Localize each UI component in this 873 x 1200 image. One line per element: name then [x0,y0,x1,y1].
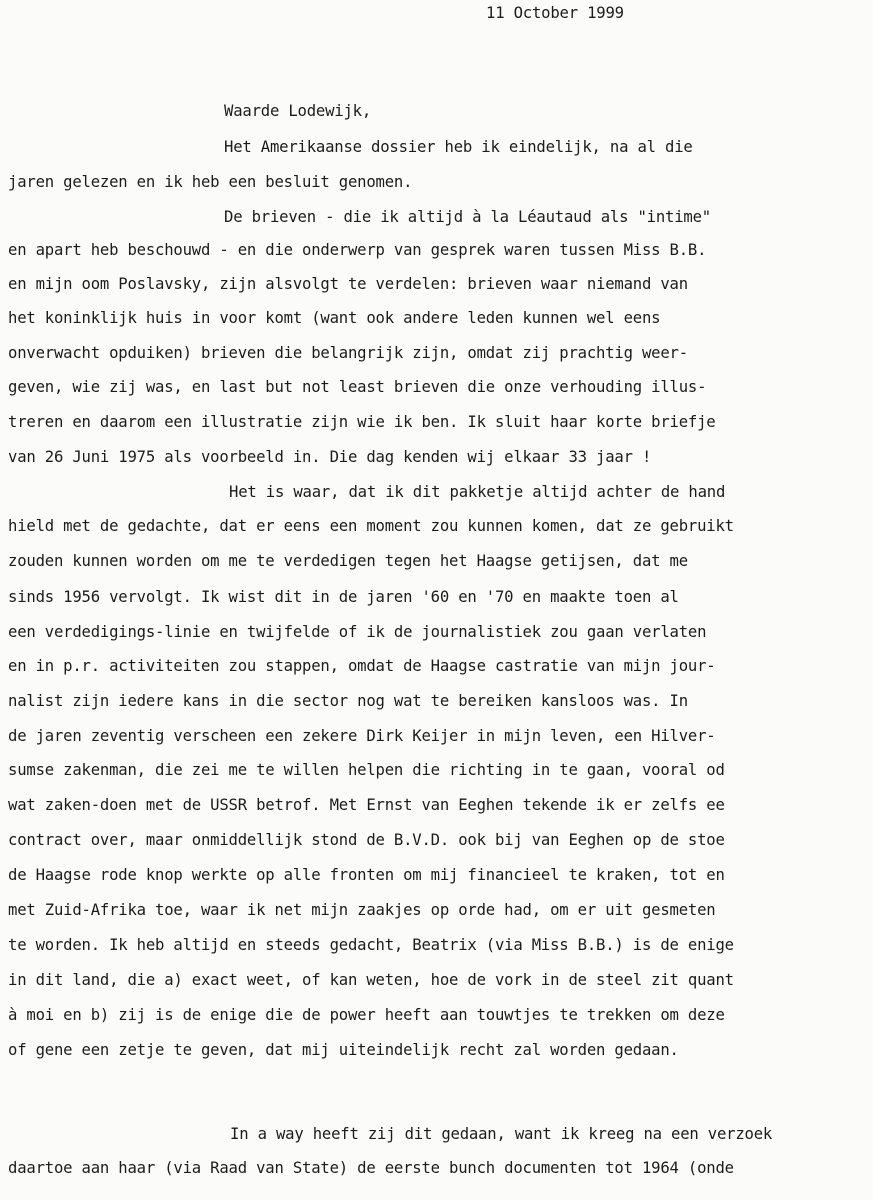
body-line: jaren gelezen en ik heb een besluit genomen. [8,173,413,191]
body-line: contract over, maar onmiddellijk stond de B.V.D. ook bij van Eeghen op de stoe [8,831,725,849]
body-line: sumse zakenman, die zei me te willen helpen die richting in te gaan, vooral od [8,761,725,779]
salutation: Waarde Lodewijk, [224,102,372,120]
body-line: daartoe aan haar (via Raad van State) de eerste bunch documenten tot 1964 (onde [8,1159,734,1177]
body-line: sinds 1956 vervolgt. Ik wist dit in de jaren '60 en '70 en maakte toen al [8,588,679,606]
body-line: Het Amerikaanse dossier heb ik eindelijk, na al die [224,138,693,156]
body-line: of gene een zetje te geven, dat mij uiteindelijk recht zal worden gedaan. [8,1041,679,1059]
letter-date: 11 October 1999 [486,4,624,22]
body-line: Het is waar, dat ik dit pakketje altijd achter de hand [229,483,726,501]
body-line: het koninklijk huis in voor komt (want ook andere leden kunnen wel eens [8,309,661,327]
body-line: de Haagse rode knop werkte op alle fronten om mij financieel te kraken, tot en [8,866,725,884]
body-line: en in p.r. activiteiten zou stappen, omdat de Haagse castratie van mijn jour- [8,657,716,675]
body-line: in dit land, die a) exact weet, of kan weten, hoe de vork in de steel zit quant [8,971,734,989]
body-line: een verdedigings-linie en twijfelde of ik de journalistiek zou gaan verlaten [8,623,707,641]
body-line: onverwacht opduiken) brieven die belangrijk zijn, omdat zij prachtig weer- [8,344,688,362]
body-line: In a way heeft zij dit gedaan, want ik kreeg na een verzoek [230,1125,773,1143]
body-line: zouden kunnen worden om me te verdedigen tegen het Haagse getijsen, dat me [8,552,688,570]
body-line: nalist zijn iedere kans in die sector nog wat te bereiken kansloos was. In [8,692,688,710]
body-line: hield met de gedachte, dat er eens een moment zou kunnen komen, dat ze gebruikt [8,517,734,535]
body-line: wat zaken-doen met de USSR betrof. Met Ernst van Eeghen tekende ik er zelfs ee [8,796,725,814]
body-line: en mijn oom Poslavsky, zijn alsvolgt te verdelen: brieven waar niemand van [8,275,688,293]
body-line: te worden. Ik heb altijd en steeds gedacht, Beatrix (via Miss B.B.) is de enige [8,936,734,954]
body-line: à moi en b) zij is de enige die de power heeft aan touwtjes te trekken om deze [8,1006,725,1024]
body-line: De brieven - die ik altijd à la Léautaud als "intime" [224,208,711,226]
body-line: met Zuid-Afrika toe, waar ik net mijn zaakjes op orde had, om er uit gesmeten [8,901,716,919]
body-line: treren en daarom een illustratie zijn wie ik ben. Ik sluit haar korte briefje [8,413,716,431]
body-line: geven, wie zij was, en last but not least brieven die onze verhouding illus- [8,378,707,396]
body-line: van 26 Juni 1975 als voorbeeld in. Die dag kenden wij elkaar 33 jaar ! [8,448,652,466]
body-line: en apart heb beschouwd - en die onderwerp van gesprek waren tussen Miss B.B. [8,241,707,259]
body-line: de jaren zeventig verscheen een zekere Dirk Keijer in mijn leven, een Hilver- [8,727,716,745]
